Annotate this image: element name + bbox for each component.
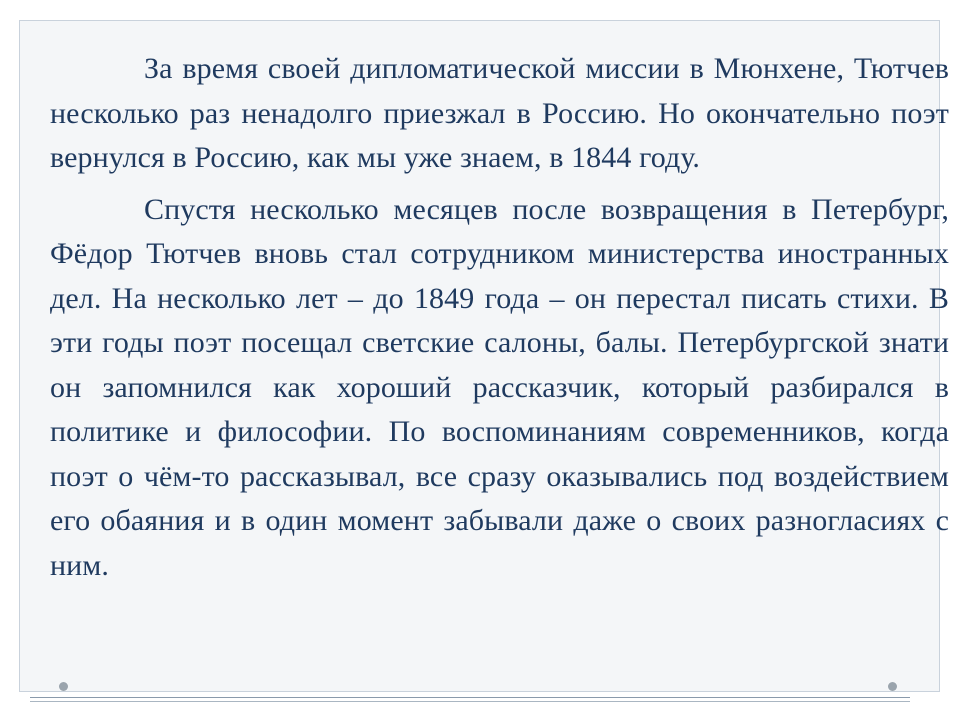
decorative-dot-right	[888, 682, 897, 691]
bottom-divider-secondary	[30, 701, 910, 702]
decorative-dot-left	[59, 682, 68, 691]
slide-frame	[19, 20, 949, 692]
bottom-divider	[30, 697, 910, 698]
text-body	[50, 47, 949, 588]
paragraph-1: За время своей дипломатической миссии в Мюнхене, Тютчев несколько раз ненадолго приезжал в Россию. Но окончательно поэт вернулся в Россию, как мы уже знаем, в 1844 году.	[50, 52, 949, 174]
paragraph-2: Спустя несколько месяцев после возвращения в Петербург, Фёдор Тютчев вновь стал сотрудником министерства иностранных дел. На несколько лет – до 1849 года – он перестал писать стихи. В эти годы поэт посещал светские салоны, балы. Петербургской знати он запомнился как хороший рассказчик, который разбирался в политике и философии. По воспоминаниям современников, когда поэт о чём-то рассказывал, все сразу оказывались под воздействием его обаяния и в один момент забывали даже о своих разногласиях с ним.	[50, 192, 949, 582]
